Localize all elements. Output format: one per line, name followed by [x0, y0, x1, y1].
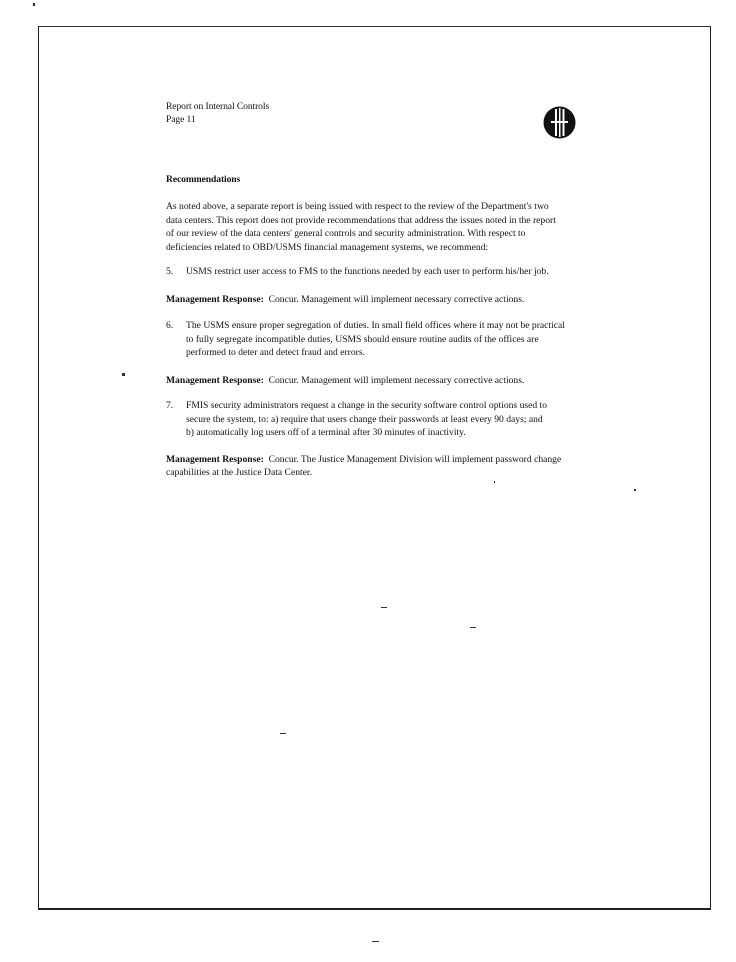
recommendation-line: USMS restrict user access to FMS to the functions needed by each user to perform his/her job.: [186, 266, 549, 277]
recommendation-6: [186, 319, 565, 360]
doj-seal-icon: [543, 106, 576, 139]
recommendation-line: performed to deter and detect fraud and errors.: [186, 347, 365, 358]
recommendation-line: The USMS ensure proper segregation of duties. In small field offices where it may not be practical: [186, 320, 565, 331]
management-response-6: [166, 374, 524, 387]
intro-paragraph: [166, 200, 616, 254]
response-label: Management Response:: [166, 375, 264, 386]
intro-line: data centers. This report does not provide recommendations that address the issues noted in the report: [166, 214, 556, 226]
scan-speck: [372, 941, 379, 942]
scan-speck: [280, 733, 286, 734]
recommendation-5: [186, 265, 549, 279]
scan-speck: [634, 489, 636, 491]
response-label: Management Response:: [166, 454, 264, 465]
intro-line: of our review of the data centers' general controls and security administration. With respect to: [166, 228, 526, 239]
scan-speck: [122, 373, 125, 376]
recommendation-line: FMIS security administrators request a change in the security software control options used to: [186, 400, 548, 411]
intro-line: As noted above, a separate report is being issued with respect to the review of the Department's two: [166, 201, 549, 212]
recommendation-line: b) automatically log users off of a terminal after 30 minutes of inactivity.: [186, 427, 466, 438]
scan-speck: [381, 607, 387, 608]
recommendation-7: [186, 399, 547, 440]
recommendation-number: 6.: [166, 320, 174, 331]
response-text: Concur. Management will implement necessary corrective actions.: [268, 375, 525, 386]
recommendation-number: 5.: [166, 266, 174, 277]
response-text: capabilities at the Justice Data Center.: [166, 467, 312, 478]
response-text: Concur. The Justice Management Division will implement password change: [268, 454, 562, 465]
intro-line: deficiencies related to OBD/USMS financial management systems, we recommend:: [166, 241, 489, 253]
scan-speck: [33, 3, 35, 6]
recommendation-line: secure the system, to: a) require that users change their passwords at least every 90 days; and: [186, 413, 543, 425]
recommendation-number: 7.: [166, 400, 174, 411]
management-response-5: [166, 293, 524, 306]
scan-speck: [470, 627, 476, 628]
report-title: Report on Internal Controls: [166, 101, 270, 112]
response-text: Concur. Management will implement necessary corrective actions.: [268, 294, 525, 305]
scan-speck: [494, 481, 495, 483]
management-response-7: [166, 453, 561, 479]
recommendation-line: to fully segregate incompatible duties, USMS should ensure routine audits of the offices are: [186, 333, 539, 345]
page-number: Page 11: [166, 114, 196, 125]
section-heading: Recommendations: [166, 174, 241, 185]
response-label: Management Response:: [166, 294, 264, 305]
